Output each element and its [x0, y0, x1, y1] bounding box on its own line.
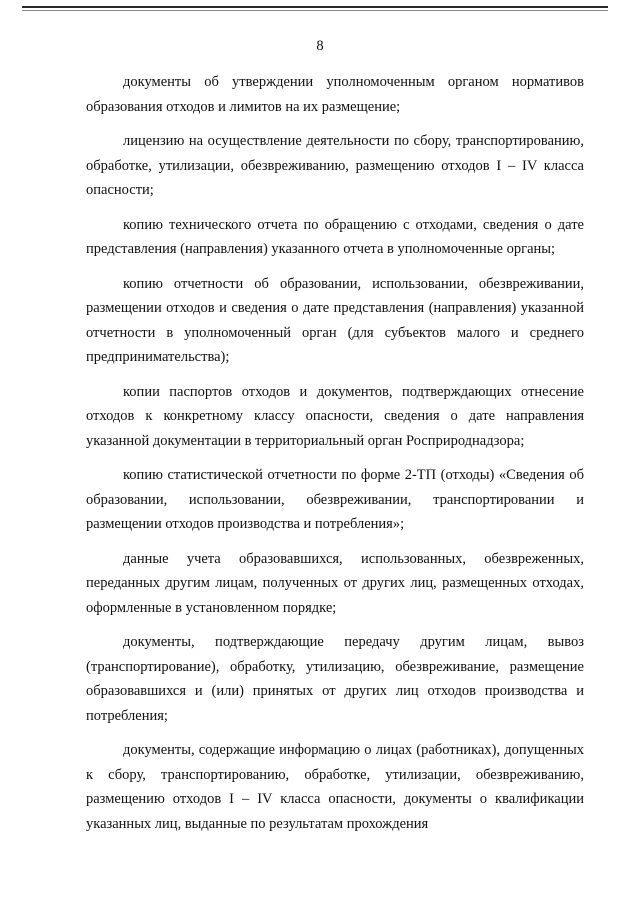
paragraph-waste-passports: копии паспортов отходов и документов, подтверждающих отнесение отходов к конкретному классу опасности, сведения о дате направления указанной документации в территориальный орган Росприроднадзора; [86, 383, 584, 449]
top-border-line-thin [22, 10, 608, 11]
paragraph-accounting-data: данные учета образовавшихся, использованных, обезвреженных, переданных другим лицам, полученных от других лиц, размещенных отходах, оформленные в установленном порядке; [86, 550, 584, 616]
paragraph-normatives: документы об утверждении уполномоченным органом нормативов образования отходов и лимитов на их размещение; [86, 74, 584, 115]
paragraph-personnel-documents: документы, содержащие информацию о лицах (работниках), допущенных к сбору, транспортированию, обработке, утилизации, обезвреживанию, размещению отходов I – IV класса опасности, документы о квалификации указанных лиц, выданные по результатам прохождения [86, 742, 584, 832]
document-body [86, 70, 584, 846]
page-number: 8 [316, 38, 324, 54]
paragraph-license: лицензию на осуществление деятельности по сбору, транспортированию, обработке, утилизации, обезвреживанию, размещению отходов I – IV класса опасности; [86, 133, 584, 198]
paragraph-statistical-reporting: копию статистической отчетности по форме 2-ТП (отходы) «Сведения об образовании, использовании, обезвреживании, транспортировании и размещении отходов производства и потребления»; [86, 467, 584, 532]
paragraph-reporting: копию отчетности об образовании, использовании, обезвреживании, размещении отходов и сведения о дате представления (направления) указанной отчетности в уполномоченный орган (для субъектов малого и среднего предпринимательства); [86, 275, 584, 365]
paragraph-transfer-documents: документы, подтверждающие передачу другим лицам, вывоз (транспортирование), обработку, утилизацию, обезвреживание, размещение образовавшихся и (или) принятых от других лиц отходов производства и потребления; [86, 634, 584, 724]
paragraph-technical-report: копию технического отчета по обращению с отходами, сведения о дате представления (направления) указанного отчета в уполномоченные органы; [86, 216, 584, 257]
top-border-line [22, 6, 608, 8]
